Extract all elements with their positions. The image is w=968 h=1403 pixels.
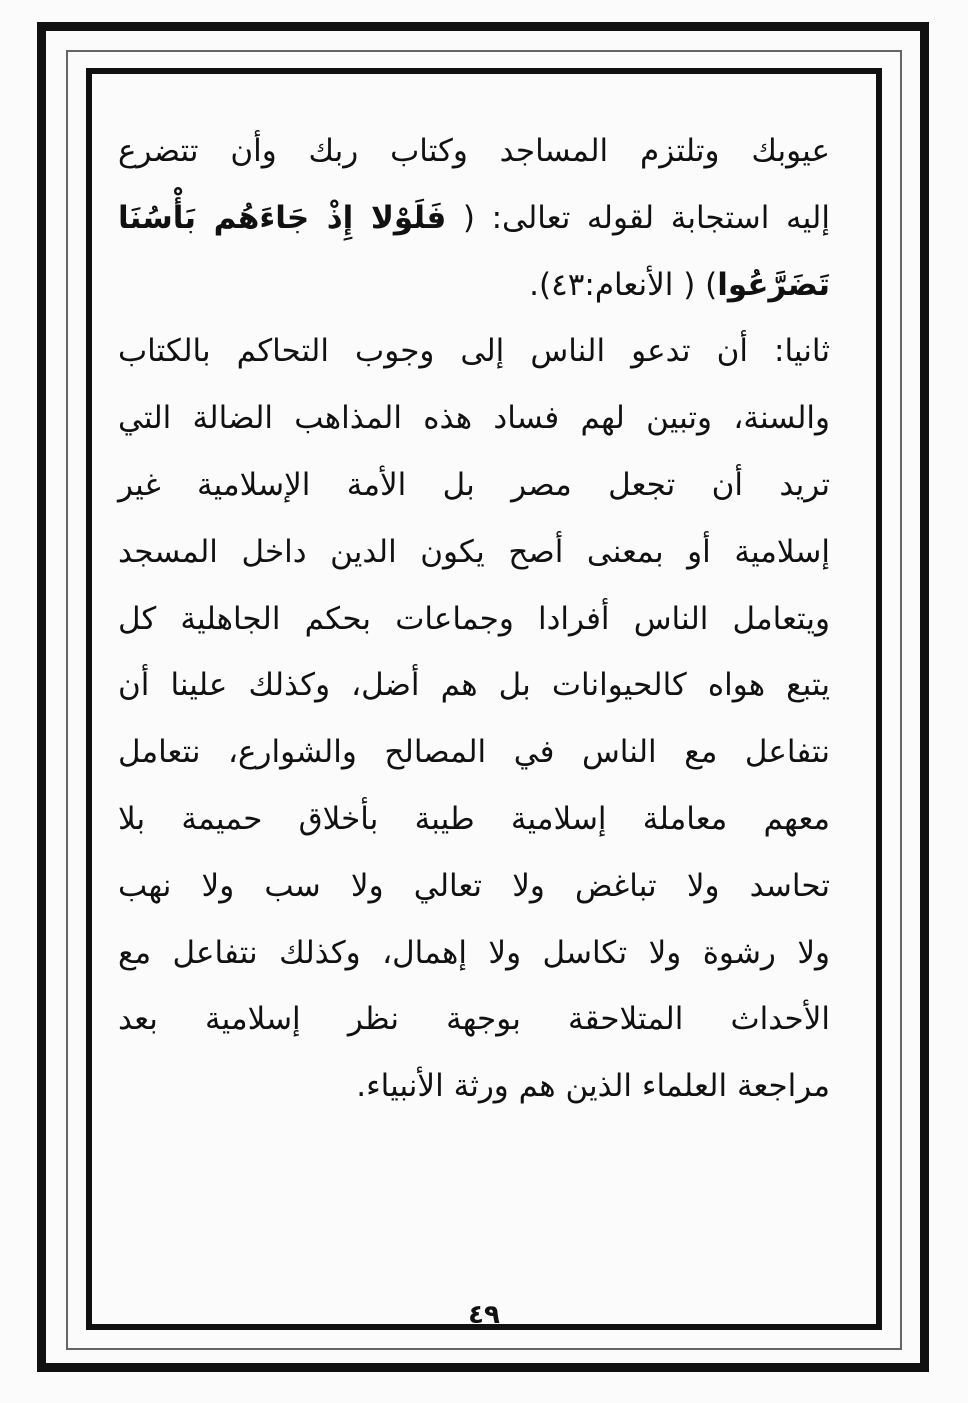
text-line bbox=[118, 185, 830, 252]
line-text: يتبع هواه كالحيوانات بل هم أضل، وكذلك علينا أن bbox=[118, 667, 830, 704]
line-text: ولا رشوة ولا تكاسل ولا إهمال، وكذلك نتفاعل مع bbox=[118, 934, 830, 971]
line-text: تريد أن تجعل مصر بل الأمة الإسلامية غير bbox=[118, 466, 830, 503]
line-text: ويتعامل الناس أفرادا وجماعات بحكم الجاهلية كل bbox=[118, 600, 830, 637]
body-text bbox=[118, 118, 830, 1120]
text-line bbox=[118, 586, 830, 653]
text-line bbox=[118, 920, 830, 987]
text-line bbox=[118, 853, 830, 920]
line-text: معهم معاملة إسلامية طيبة بأخلاق حميمة بلا bbox=[118, 800, 830, 837]
quran-verse-text: تَضَرَّعُوا bbox=[717, 266, 830, 303]
line-text: تحاسد ولا تباغض ولا تعالي ولا سب ولا نهب bbox=[118, 867, 830, 904]
quran-verse-text: فَلَوْلا إِذْ جَاءَهُم بَأْسُنَا bbox=[118, 199, 447, 236]
text-line bbox=[118, 118, 830, 185]
text-line bbox=[118, 652, 830, 719]
line-text: مراجعة العلماء الذين هم ورثة الأنبياء. bbox=[356, 1068, 830, 1105]
text-line bbox=[118, 318, 830, 385]
page-number: ٤٩ bbox=[468, 1300, 500, 1330]
text-line bbox=[118, 786, 830, 853]
text-line bbox=[118, 452, 830, 519]
line-text: والسنة، وتبين لهم فساد هذه المذاهب الضالة التي bbox=[118, 400, 830, 437]
text-line bbox=[118, 385, 830, 452]
line-text: إليه استجابة لقوله تعالى: ( bbox=[446, 199, 830, 236]
text-line bbox=[118, 1053, 830, 1120]
text-line bbox=[118, 252, 830, 319]
line-text: الأحداث المتلاحقة بوجهة نظر إسلامية بعد bbox=[118, 1001, 830, 1038]
line-text: ) ( الأنعام:٤٣). bbox=[529, 266, 718, 303]
line-text: نتفاعل مع الناس في المصالح والشوارع، نتعامل bbox=[118, 734, 830, 771]
line-text: ثانيا: أن تدعو الناس إلى وجوب التحاكم بالكتاب bbox=[118, 333, 830, 370]
text-line bbox=[118, 519, 830, 586]
text-line bbox=[118, 719, 830, 786]
text-line bbox=[118, 986, 830, 1053]
line-text: عيوبك وتلتزم المساجد وكتاب ربك وأن تتضرع bbox=[118, 133, 830, 169]
line-text: إسلامية أو بمعنى أصح يكون الدين داخل المسجد bbox=[118, 533, 830, 570]
